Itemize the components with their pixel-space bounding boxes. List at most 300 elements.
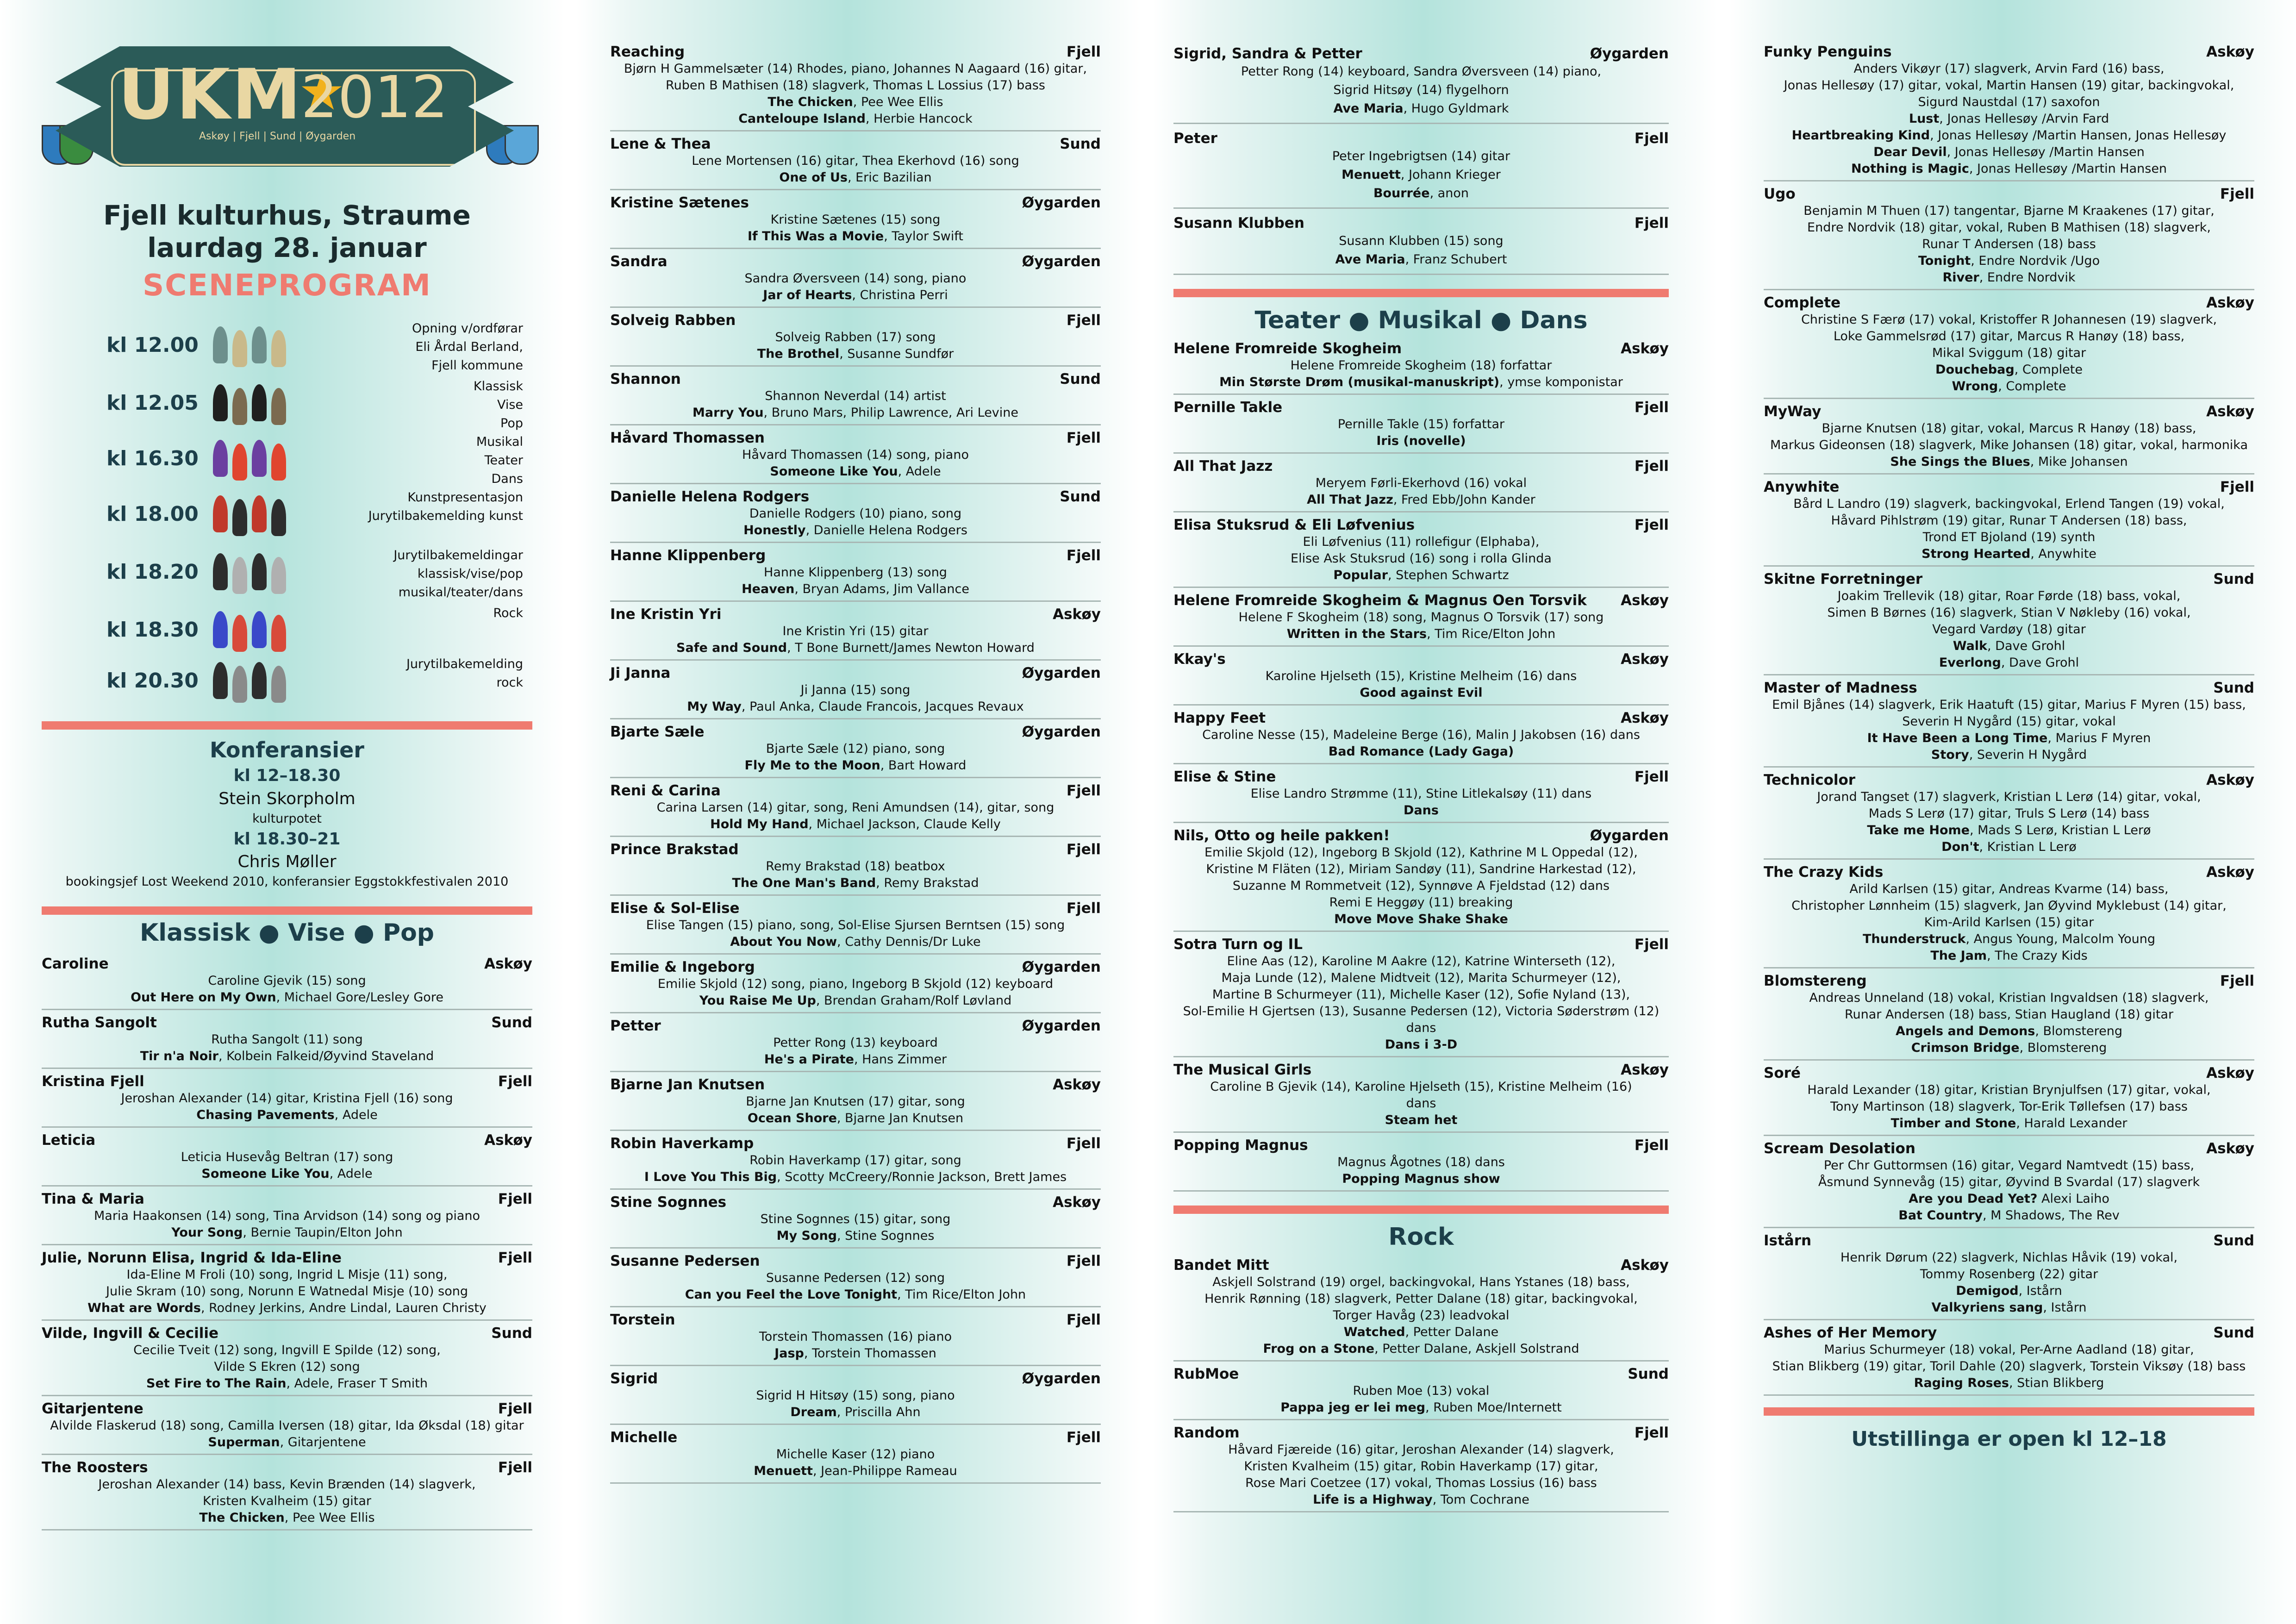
song-author: , Petter Dalane xyxy=(1405,1325,1499,1339)
participants-line: Ruben Moe (13) vokal xyxy=(1353,1384,1490,1398)
entry-head xyxy=(42,1249,532,1267)
song-author: , Ruben Moe/Internett xyxy=(1425,1400,1562,1415)
song-title: If This Was a Movie xyxy=(747,229,884,244)
song-title: Frog on a Stone xyxy=(1263,1342,1375,1356)
entry-head xyxy=(1764,863,2254,881)
entry-col4_entries-8 xyxy=(1764,860,2254,968)
performer-name: Technicolor xyxy=(1764,772,1856,788)
performers-illustration-icon xyxy=(204,488,296,539)
konferansier xyxy=(42,736,532,891)
song-title: Jasp xyxy=(774,1346,804,1361)
song-line xyxy=(610,934,1101,950)
entry-col2_entries-16 xyxy=(610,1013,1101,1072)
municipality: Askøy xyxy=(1053,606,1101,623)
performer-name: Sandra xyxy=(610,253,668,270)
entry-col2_entries-21 xyxy=(610,1307,1101,1366)
entry-col4_entries-7 xyxy=(1764,768,2254,860)
entry-head xyxy=(1764,1232,2254,1249)
song-line xyxy=(1764,655,2254,671)
song-line xyxy=(610,1228,1101,1244)
municipality: Askøy xyxy=(1621,1257,1669,1274)
logo-brand: UKM xyxy=(118,55,303,135)
municipality: Sund xyxy=(2213,1232,2254,1249)
schedule-row xyxy=(106,377,532,433)
song-author: , Endre Nordvik xyxy=(1979,270,2076,285)
song-title: Ave Maria xyxy=(1333,101,1404,116)
entry-col3_teater-9 xyxy=(1173,932,1669,1057)
entry-col3_teater-0 xyxy=(1173,336,1669,395)
konferansier-time-2: kl 18.30–21 xyxy=(233,830,341,849)
song-title: Popular xyxy=(1333,568,1388,582)
participants-line: Suzanne M Rommetveit (12), Synnøve A Fjeldstad (12) dans xyxy=(1232,879,1610,893)
song-line xyxy=(1764,454,2254,470)
participants-line: Trond ET Bjoland (19) synth xyxy=(1922,530,2096,544)
performers-illustration-icon xyxy=(204,377,296,428)
song-line xyxy=(1173,1341,1669,1357)
participants-line: Kristen Kvalheim (15) gitar, Robin Haverkamp (17) gitar, xyxy=(1244,1459,1598,1474)
municipality: Fjell xyxy=(1634,768,1669,785)
song-author: , Priscilla Ahn xyxy=(836,1405,921,1419)
schedule-row xyxy=(106,319,532,375)
participants-line: Maria Haakonsen (14) song, Tina Arvidson (14) song og piano xyxy=(94,1209,480,1223)
schedule-description xyxy=(306,319,523,375)
performer-name: Solveig Rabben xyxy=(610,312,736,329)
song-title: Strong Hearted xyxy=(1922,547,2031,561)
entry-head xyxy=(1764,1324,2254,1342)
song-title: Canteloupe Island xyxy=(738,112,866,126)
schedule-desc-line: Opning v/ordførar xyxy=(412,321,523,336)
entry-col3_top-1 xyxy=(1173,124,1669,209)
song-author: , Tim Rice/Elton John xyxy=(1427,627,1556,641)
performer-name: Sotra Turn og IL xyxy=(1173,936,1303,953)
song-title: Marry You xyxy=(692,406,764,420)
entry-head xyxy=(610,1193,1101,1211)
participants-line: Loke Gammelsrød (17) gitar, Marcus R Hanøy (18) bass, xyxy=(1833,329,2185,344)
song-author: , Remy Brakstad xyxy=(876,876,979,890)
entry-col4_entries-4 xyxy=(1764,475,2254,567)
entry-col3_rock-1 xyxy=(1173,1362,1669,1420)
entry-head xyxy=(610,723,1101,741)
performer-name: Complete xyxy=(1764,294,1841,311)
performer-name: Ji Janna xyxy=(610,665,671,681)
song-author: , Johann Krieger xyxy=(1400,168,1501,182)
section-rock-title: Rock xyxy=(1388,1223,1454,1251)
song-title: All That Jazz xyxy=(1307,493,1393,507)
song-title: Are you Dead Yet? xyxy=(1909,1192,2038,1206)
entry-head xyxy=(610,1370,1101,1387)
performer-name: Bjarte Sæle xyxy=(610,724,705,740)
municipality: Askøy xyxy=(2206,864,2254,881)
column-1 xyxy=(42,919,532,1530)
participants-line: Emil Bjånes (14) slagverk, Erik Haatuft (15) gitar, Marius F Myren (15) bass, xyxy=(1772,698,2246,712)
municipality: Fjell xyxy=(1634,517,1669,533)
entry-col2_entries-13 xyxy=(610,837,1101,896)
song-author: , Dave Grohl xyxy=(1987,639,2065,653)
municipality: Sund xyxy=(2213,1324,2254,1341)
performer-name: RubMoe xyxy=(1173,1366,1239,1382)
entry-col2_entries-12 xyxy=(610,778,1101,837)
entry-col2_entries-23 xyxy=(610,1425,1101,1484)
municipality: Fjell xyxy=(1066,782,1101,799)
performer-name: Lene & Thea xyxy=(610,136,711,152)
schedule-desc-line: Jurytilbakemeldingar xyxy=(393,548,523,562)
song-author: , Susanne Sundfør xyxy=(839,347,954,361)
municipality: Askøy xyxy=(2206,44,2254,60)
song-title: I Love You This Big xyxy=(644,1170,777,1184)
participants-line: Joakim Trellevik (18) gitar, Roar Førde (18) bass, vokal, xyxy=(1837,589,2181,603)
participants-line: Karoline Hjelseth (15), Kristine Melheim (16) dans xyxy=(1265,669,1577,683)
participants-line: Håvard Fjæreide (16) gitar, Jeroshan Alexander (14) slagverk, xyxy=(1228,1443,1614,1457)
performer-name: Kristina Fjell xyxy=(42,1073,144,1090)
performer-name: Rutha Sangolt xyxy=(42,1014,157,1031)
column-3 xyxy=(1173,39,1669,1512)
song-title: River xyxy=(1942,270,1979,285)
song-author: , Franz Schubert xyxy=(1405,252,1507,267)
performer-name: Helene Fromreide Skogheim & Magnus Oen Torsvik xyxy=(1173,592,1587,609)
song-title: Demigod xyxy=(1956,1284,2019,1298)
entry-col3_teater-2 xyxy=(1173,454,1669,512)
participants-line: Runar T Andersen (18) bass xyxy=(1922,237,2096,251)
municipality: Fjell xyxy=(1066,1312,1101,1328)
song-line xyxy=(1764,822,2254,839)
schedule-desc-line: klassisk/vise/pop xyxy=(417,567,523,581)
entry-col4_entries-0 xyxy=(1764,39,2254,181)
participants-line: Harald Lexander (18) gitar, Kristian Brynjulfsen (17) gitar, vokal, xyxy=(1807,1083,2211,1097)
entry-col4_entries-10 xyxy=(1764,1061,2254,1136)
song-line xyxy=(610,228,1101,245)
municipality: Askøy xyxy=(1053,1076,1101,1093)
entry-col4_entries-11 xyxy=(1764,1136,2254,1228)
footer-note: Utstillinga er open kl 12–18 xyxy=(1851,1427,2167,1451)
entry-head xyxy=(1173,1256,1669,1274)
song-author: , M Shadows, The Rev xyxy=(1983,1208,2120,1223)
performer-name: Caroline xyxy=(42,956,109,972)
song-line xyxy=(610,1463,1101,1480)
song-author: , Adele, Fraser T Smith xyxy=(286,1376,428,1391)
entry-head xyxy=(610,1135,1101,1152)
entry-head xyxy=(610,958,1101,976)
participants-line: Askjell Solstrand (19) orgel, backingvokal, Hans Ystanes (18) bass, xyxy=(1212,1275,1630,1289)
col2-entries xyxy=(610,39,1101,1484)
entry-head xyxy=(610,664,1101,682)
entry-head xyxy=(1764,1064,2254,1082)
song-author: , Blomstereng xyxy=(2019,1041,2107,1055)
entry-head xyxy=(1764,679,2254,697)
song-author: , Stine Sognnes xyxy=(837,1229,935,1243)
song-author: , Gitarjentene xyxy=(280,1435,366,1449)
schedule-time: kl 18.00 xyxy=(106,502,199,526)
song-author: , Jonas Hellesøy /Arvin Fard xyxy=(1939,112,2109,126)
schedule-description xyxy=(306,433,523,488)
performer-name: Ashes of Her Memory xyxy=(1764,1324,1937,1341)
column-4 xyxy=(1764,39,2254,1451)
song-line xyxy=(42,1224,532,1241)
schedule-time: kl 20.30 xyxy=(106,669,199,693)
participants-line: Torstein Thomassen (16) piano xyxy=(759,1330,952,1344)
municipality: Fjell xyxy=(1066,1429,1101,1446)
entry-head xyxy=(1173,709,1669,727)
song-line xyxy=(1173,1112,1669,1129)
performer-name: Peter xyxy=(1173,130,1217,147)
participants-line: Sigrid H Hitsøy (15) song, piano xyxy=(756,1388,955,1403)
entry-head xyxy=(610,1311,1101,1329)
song-title: Dream xyxy=(790,1405,837,1419)
song-title: Crimson Bridge xyxy=(1911,1041,2020,1055)
entry-col4_entries-5 xyxy=(1764,567,2254,675)
ukm-logo xyxy=(42,28,528,181)
municipality: Øygarden xyxy=(1022,1370,1101,1387)
participants-line: Rutha Sangolt (11) song xyxy=(211,1032,363,1047)
performer-name: Susanne Pedersen xyxy=(610,1253,760,1269)
participants-line: Jeroshan Alexander (14) gitar, Kristina Fjell (16) song xyxy=(121,1091,453,1106)
entry-head xyxy=(42,1131,532,1149)
schedule-time: kl 12.00 xyxy=(106,333,199,357)
participants-line: Pernille Takle (15) forfattar xyxy=(1337,417,1505,431)
song-line xyxy=(1764,1191,2254,1207)
song-line xyxy=(1764,1299,2254,1316)
participants-line: dans xyxy=(1406,1096,1436,1111)
entry-head xyxy=(610,841,1101,858)
performer-name: Gitarjentene xyxy=(42,1400,144,1417)
entry-head xyxy=(610,135,1101,153)
song-author: , Tim Rice/Elton John xyxy=(897,1287,1026,1302)
song-title: Bourrée xyxy=(1373,186,1430,200)
schedule-desc-line: Teater xyxy=(484,453,523,468)
participants-line: Jorand Tangset (17) slagverk, Kristian L Lerø (14) gitar, vokal, xyxy=(1817,790,2201,804)
song-line xyxy=(42,1107,532,1124)
entry-col4_entries-1 xyxy=(1764,181,2254,290)
entry-col2_entries-4 xyxy=(610,308,1101,367)
municipality: Øygarden xyxy=(1022,1018,1101,1034)
song-title: Fly Me to the Moon xyxy=(744,758,880,773)
schedule-time: kl 18.30 xyxy=(106,618,199,642)
entry-head xyxy=(610,253,1101,270)
song-title: Menuett xyxy=(754,1464,813,1478)
song-line xyxy=(42,1048,532,1065)
entry-head xyxy=(1173,340,1669,357)
municipality: Askøy xyxy=(2206,772,2254,788)
performer-name: Torstein xyxy=(610,1312,675,1328)
entry-head xyxy=(610,370,1101,388)
entry-head xyxy=(42,955,532,973)
municipality: Sund xyxy=(2213,571,2254,587)
entry-col2_entries-15 xyxy=(610,955,1101,1013)
participants-line: Runar Andersen (18) bass, Stian Haugland (18) gitar xyxy=(1844,1007,2174,1022)
schedule-desc-line: Eli Årdal Berland, xyxy=(415,340,523,354)
participants-line: Petter Rong (14) keyboard, Sandra Øversveen (14) piano, xyxy=(1241,64,1602,79)
song-line xyxy=(1173,685,1669,701)
song-title: Heartbreaking Kind xyxy=(1791,128,1930,143)
song-line xyxy=(42,1375,532,1392)
song-title: Take me Home xyxy=(1867,823,1970,837)
entry-col2_entries-0 xyxy=(610,39,1101,131)
song-title: It Have Been a Long Time xyxy=(1867,731,2048,745)
song-title: Timber and Stone xyxy=(1890,1116,2016,1131)
entry-col4_entries-13 xyxy=(1764,1320,2254,1396)
entry-col2_entries-3 xyxy=(610,249,1101,308)
song-line xyxy=(610,287,1101,304)
participants-line: Bjarte Sæle (12) piano, song xyxy=(766,742,945,756)
song-line xyxy=(1764,127,2254,144)
participants-line: Tony Martinson (18) slagverk, Tor-Erik Tøllefsen (17) bass xyxy=(1830,1099,2188,1114)
song-line xyxy=(1764,747,2254,763)
municipality: Øygarden xyxy=(1022,253,1101,270)
entry-head xyxy=(1173,1137,1669,1154)
participants-line: Elise Ask Stuksrud (16) song i rolla Glinda xyxy=(1291,551,1552,566)
song-author: , Bernie Taupin/Elton John xyxy=(243,1225,403,1240)
municipality: Øygarden xyxy=(1022,724,1101,740)
entry-head xyxy=(1173,1365,1669,1383)
teater-entries xyxy=(1173,336,1669,1192)
song-title: One of Us xyxy=(779,170,848,185)
entry-head xyxy=(610,194,1101,212)
performer-name: Happy Feet xyxy=(1173,710,1266,726)
performer-name: Elise & Stine xyxy=(1173,768,1276,785)
participants-line: Kristine Sætenes (15) song xyxy=(770,212,941,227)
song-author: , Adele xyxy=(329,1167,373,1181)
entry-head xyxy=(1764,478,2254,496)
municipality: Askøy xyxy=(484,956,532,972)
song-author: , Blomstereng xyxy=(2035,1024,2122,1038)
song-line xyxy=(42,1434,532,1451)
song-author: , Bryan Adams, Jim Vallance xyxy=(794,582,969,596)
participants-line: Henrik Dørum (22) slagverk, Nichlas Håvik (19) vokal, xyxy=(1840,1250,2178,1265)
municipality: Fjell xyxy=(2220,973,2254,989)
entry-head xyxy=(610,782,1101,800)
performer-name: Pernille Takle xyxy=(1173,399,1283,416)
song-title: Safe and Sound xyxy=(676,641,787,655)
song-line xyxy=(610,1051,1101,1068)
program-title: SCENEPROGRAM xyxy=(143,269,431,303)
song-author: , Jonas Hellesøy /Martin Hansen xyxy=(1969,162,2167,176)
song-author: , Complete xyxy=(1998,379,2066,394)
song-title: About You Now xyxy=(730,935,837,949)
performer-name: Leticia xyxy=(42,1132,96,1149)
municipality: Fjell xyxy=(498,1400,532,1417)
song-title: Wrong xyxy=(1952,379,1998,394)
song-line xyxy=(1764,144,2254,161)
participants-line: Håvard Thomassen (14) song, piano xyxy=(742,448,969,462)
participants-line: Peter Ingebrigtsen (14) gitar xyxy=(1332,149,1510,163)
participants-line: Jonas Hellesøy (17) gitar, vokal, Martin Hansen (19) gitar, backingvokal, xyxy=(1784,78,2234,93)
schedule-row xyxy=(106,604,532,660)
entry-head xyxy=(1173,214,1669,232)
song-line xyxy=(610,1404,1101,1421)
participants-line: Emilie Skjold (12), Ingeborg B Skjold (12), Kathrine M L Oppedal (12), xyxy=(1204,845,1638,860)
entry-col3_teater-3 xyxy=(1173,512,1669,588)
performers-illustration-icon xyxy=(204,604,296,655)
song-title: The Chicken xyxy=(199,1511,285,1525)
participants-line: Stian Blikberg (19) gitar, Toril Dahle (20) slagverk, Torstein Viksøy (18) bass xyxy=(1772,1359,2246,1374)
song-title: Life is a Highway xyxy=(1313,1493,1433,1507)
song-author: , Christina Perri xyxy=(852,288,948,302)
konferansier-name-1: Stein Skorpholm xyxy=(218,789,356,808)
participants-line: Ji Janna (15) song xyxy=(800,683,911,697)
schedule-desc-line: Dans xyxy=(491,472,523,486)
participants-line: Andreas Unneland (18) vokal, Kristian Ingvaldsen (18) slagverk, xyxy=(1809,991,2209,1005)
konferansier-role-2: bookingsjef Lost Weekend 2010, konferansier Eggstokkfestivalen 2010 xyxy=(65,874,509,889)
schedule-row xyxy=(106,488,532,544)
entry-col2_entries-7 xyxy=(610,484,1101,543)
performer-name: Funky Penguins xyxy=(1764,44,1892,60)
song-line xyxy=(610,522,1101,539)
schedule-desc-line: Jurytilbakemelding kunst xyxy=(368,509,523,523)
entry-col2_entries-2 xyxy=(610,190,1101,249)
song-line xyxy=(1764,730,2254,747)
song-author: , Bruno Mars, Philip Lawrence, Ari Levine xyxy=(763,406,1019,420)
participants-line: Emilie Skjold (12) song, piano, Ingeborg B Skjold (12) keyboard xyxy=(657,977,1054,991)
municipality: Fjell xyxy=(1634,215,1669,231)
entry-col2_entries-19 xyxy=(610,1190,1101,1249)
song-title: Tir n'a Noir xyxy=(140,1049,218,1063)
participants-line: Julie Skram (10) song, Norunn E Watnedal Misje (10) song xyxy=(106,1284,468,1299)
song-author: , The Crazy Kids xyxy=(1987,949,2088,963)
entry-head xyxy=(1173,399,1669,416)
song-author: , Michael Gore/Lesley Gore xyxy=(276,990,443,1005)
song-title: Nothing is Magic xyxy=(1851,162,1969,176)
song-line xyxy=(610,169,1101,186)
municipality: Sund xyxy=(1060,488,1101,505)
participants-line: Bjørn H Gammelsæter (14) Rhodes, piano, Johannes N Aagaard (16) gitar, xyxy=(624,62,1087,76)
participants-line: Eline Aas (12), Karoline M Aakre (12), Katrine Winterseth (12), xyxy=(1227,954,1616,968)
song-line xyxy=(1173,911,1669,928)
song-line xyxy=(1764,931,2254,948)
song-author: , Stian Blikberg xyxy=(2009,1376,2104,1390)
performer-name: The Crazy Kids xyxy=(1764,864,1884,881)
municipality: Fjell xyxy=(1066,900,1101,917)
song-author: , Rodney Jerkins, Andre Lindal, Lauren Christy xyxy=(200,1301,487,1315)
entry-head xyxy=(1764,43,2254,61)
song-line xyxy=(1173,1399,1669,1416)
participants-line: Kristen Kvalheim (15) gitar xyxy=(203,1494,371,1508)
venue-line-1: Fjell kulturhus, Straume xyxy=(103,200,471,231)
entry-col2_entries-22 xyxy=(610,1366,1101,1425)
logo-subtitle: Askøy | Fjell | Sund | Øygarden xyxy=(199,131,356,142)
schedule-time: kl 18.20 xyxy=(106,560,199,584)
song-line xyxy=(1764,638,2254,655)
song-title: She Sings the Blues xyxy=(1890,455,2030,469)
song-title: Dear Devil xyxy=(1873,145,1947,159)
participants-line: Shannon Neverdal (14) artist xyxy=(765,389,946,403)
schedule-desc-line: Fjell kommune xyxy=(431,358,523,373)
entry-head xyxy=(610,43,1101,61)
song-title: Superman xyxy=(208,1435,280,1449)
song-title: Raging Roses xyxy=(1914,1376,2009,1390)
song-title: Steam het xyxy=(1385,1113,1458,1127)
entry-col3_rock-2 xyxy=(1173,1420,1669,1512)
song-title: Douchebag xyxy=(1935,362,2015,377)
participants-line: Simen B Børnes (16) slagverk, Stian V Nøkleby (16) vokal, xyxy=(1827,606,2191,620)
participants-line: Sigrid Hitsøy (14) flygelhorn xyxy=(1333,83,1509,97)
song-author: , Jonas Hellesøy /Martin Hansen, Jonas Hellesøy xyxy=(1930,128,2227,143)
song-line xyxy=(610,1345,1101,1362)
schedule-description xyxy=(306,604,523,623)
song-author: , Istårn xyxy=(2018,1284,2062,1298)
municipality: Fjell xyxy=(1634,936,1669,953)
municipality: Sund xyxy=(491,1325,532,1342)
entry-head xyxy=(1173,592,1669,609)
participants-line: Caroline B Gjevik (14), Karoline Hjelseth (15), Kristine Melheim (16) xyxy=(1210,1080,1632,1094)
entry-head xyxy=(1173,1424,1669,1442)
song-author: , Cathy Dennis/Dr Luke xyxy=(837,935,981,949)
municipality: Fjell xyxy=(498,1459,532,1476)
entry-col2_entries-9 xyxy=(610,602,1101,661)
song-title: Story xyxy=(1931,748,1969,762)
municipality: Fjell xyxy=(1066,547,1101,564)
entry-col1_entries-8 xyxy=(42,1455,532,1530)
song-line xyxy=(1173,626,1669,643)
schedule-desc-line: Jurytilbakemelding xyxy=(406,657,523,671)
